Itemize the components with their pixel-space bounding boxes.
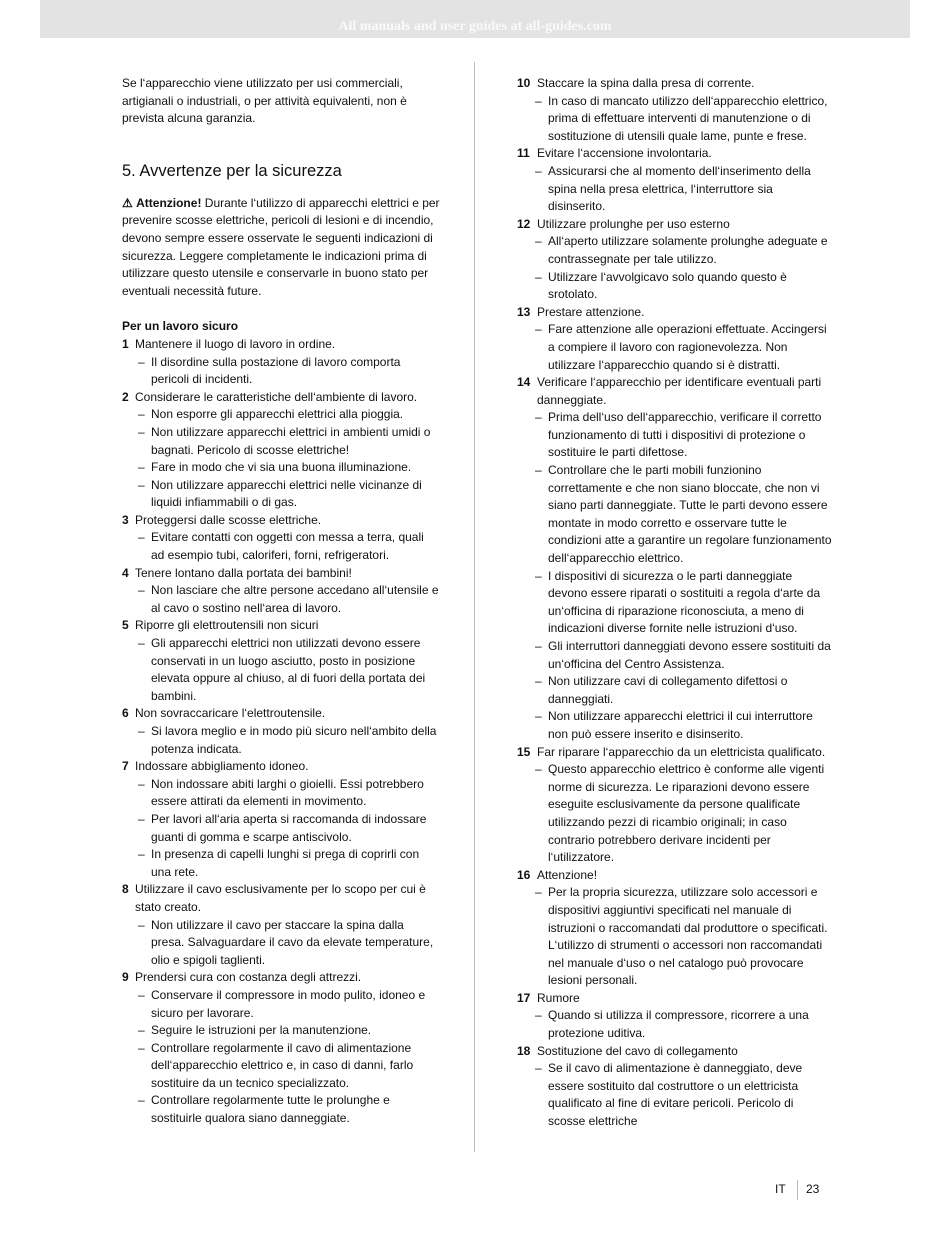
dash-marker: – — [138, 917, 145, 932]
dash-marker: – — [535, 93, 542, 108]
dash-marker: – — [138, 354, 145, 369]
item-number: 14 — [517, 375, 531, 390]
bullet-text: Quando si utilizza il compressore, ricorrere a una protezione uditiva. — [548, 1008, 809, 1041]
dash-marker: – — [138, 1093, 145, 1108]
bullet-text: Non utilizzare il cavo per staccare la spina dalla presa. Salvaguardare il cavo da elevate temperature, olio e spigoli taglienti. — [151, 917, 434, 967]
bullet-item — [122, 406, 440, 424]
dash-marker: – — [138, 530, 145, 545]
item-number: 18 — [517, 1043, 531, 1058]
item-number: 9 — [122, 970, 129, 985]
bullet-text: Per la propria sicurezza, utilizzare solo accessori e dispositivi aggiuntivi specificati nel manuale di istruzioni o raccomandati dal produttore o specificati. L‘utilizzo di strumenti o accessori non raccomandati nel manuale d‘uso o nel catalogo può provocare lesioni personali. — [548, 885, 828, 988]
bullet-item — [517, 321, 833, 374]
dash-marker: – — [138, 776, 145, 791]
item-number: 6 — [122, 706, 129, 721]
bullet-text: Se il cavo di alimentazione è danneggiato, deve essere sostituito dal costruttore o un elettricista qualificato al fine di evitare pericoli. Pericolo di scosse elettriche — [548, 1061, 803, 1129]
bullet-item — [517, 708, 833, 743]
dash-marker: – — [138, 407, 145, 422]
language-code: IT — [775, 1182, 786, 1196]
dash-marker: – — [138, 636, 145, 651]
list-item — [517, 1043, 833, 1061]
dash-marker: – — [535, 1008, 542, 1023]
dash-marker: – — [535, 639, 542, 653]
dash-marker: – — [138, 811, 145, 826]
item-title: Riporre gli elettroutensili non sicuri — [135, 618, 319, 633]
bullet-text: I dispositivi di sicurezza o le parti danneggiate devono essere riparati o sostituiti a regola d‘arte da un‘officina di riparazione riconosciuta, a meno di indicazioni diverse fornite nelle istruzioni d‘uso. — [548, 568, 821, 636]
column-divider — [474, 62, 475, 1152]
bullet-text: Per lavori all‘aria aperta si raccomanda di indossare guanti di gomma e scarpe antiscivolo. — [151, 811, 427, 844]
list-item — [517, 744, 833, 762]
dash-marker: – — [535, 463, 542, 478]
bullet-text: Fare in modo che vi sia una buona illuminazione. — [151, 460, 412, 475]
bullet-item — [517, 462, 833, 568]
dash-marker: – — [535, 1061, 542, 1076]
list-item — [122, 881, 440, 916]
list-item — [122, 336, 440, 354]
item-number: 11 — [517, 146, 530, 161]
bullet-item — [122, 723, 440, 758]
item-title: Utilizzare prolunghe per uso esterno — [537, 216, 730, 231]
item-number: 8 — [122, 882, 129, 897]
bullet-text: Seguire le istruzioni per la manutenzione. — [151, 1023, 372, 1038]
list-item — [122, 565, 440, 583]
bullet-text: Il disordine sulla postazione di lavoro comporta pericoli di incidenti. — [151, 354, 401, 387]
bullet-item — [517, 93, 833, 146]
bullet-text: Controllare che le parti mobili funzionino correttamente e che non siano bloccate, che non vi siano parti danneggiate. Tutte le parti devono essere montate in modo corretto e osservare tutte le condizioni atte a garantire un regolare funzionamento dell‘apparecchio elettrico. — [548, 463, 832, 566]
list-item — [122, 969, 440, 987]
bullet-text: Controllare regolarmente tutte le prolunghe e sostituirle qualora siano danneggiate. — [151, 1093, 390, 1126]
item-title: Prendersi cura con costanza degli attrezzi. — [135, 970, 362, 985]
bullet-text: Evitare contatti con oggetti con messa a terra, quali ad esempio tubi, caloriferi, forni, refrigeratori. — [151, 530, 424, 563]
item-number: 16 — [517, 867, 531, 882]
list-item — [517, 304, 833, 322]
item-title: Rumore — [537, 990, 580, 1005]
item-number: 13 — [517, 304, 531, 319]
bullet-text: All‘aperto utilizzare solamente prolunghe adeguate e contrassegnate per tale utilizzo. — [548, 234, 828, 266]
bullet-text: Non utilizzare apparecchi elettrici nelle vicinanze di liquidi infiammabili o di gas. — [151, 477, 422, 510]
bullet-text: In caso di mancato utilizzo dell‘apparecchio elettrico, prima di effettuare interventi di manutenzione o di sostituzione di utensili quale lame, punte e frese. — [548, 93, 828, 143]
bullet-item — [517, 673, 833, 708]
bullet-item — [122, 811, 440, 846]
watermark-banner — [40, 0, 910, 38]
item-title: Staccare la spina dalla presa di corrente. — [537, 76, 755, 90]
item-number: 12 — [517, 216, 531, 231]
bullet-item — [122, 635, 440, 705]
left-column — [122, 75, 440, 1128]
item-title: Attenzione! — [537, 867, 598, 882]
list-item — [122, 617, 440, 635]
bullet-text: Non lasciare che altre persone accedano all‘utensile e al cavo o sostino nell‘area di lavoro. — [151, 583, 439, 615]
dash-marker: – — [138, 1023, 145, 1038]
item-number: 4 — [122, 565, 129, 580]
bullet-text: In presenza di capelli lunghi si prega di coprirli con una rete. — [151, 847, 420, 879]
bullet-item — [517, 568, 833, 638]
dash-marker: – — [535, 410, 542, 425]
item-number: 2 — [122, 389, 129, 404]
bullet-item — [122, 1040, 440, 1093]
item-number: 3 — [122, 512, 129, 527]
warning-icon: ⚠ — [122, 195, 133, 210]
item-title: Considerare le caratteristiche dell‘ambiente di lavoro. — [135, 389, 418, 404]
item-number: 10 — [517, 76, 531, 90]
bullet-item — [122, 846, 440, 881]
dash-marker: – — [535, 163, 542, 178]
dash-marker: – — [535, 322, 542, 337]
list-item — [517, 216, 833, 234]
item-title: Evitare l‘accensione involontaria. — [537, 146, 712, 161]
safety-list-right — [517, 75, 833, 1131]
bullet-text: Non esporre gli apparecchi elettrici alla pioggia. — [151, 407, 404, 422]
bullet-item — [122, 424, 440, 459]
footer-separator — [797, 1180, 798, 1200]
warning-paragraph — [122, 195, 440, 301]
bullet-text: Controllare regolarmente il cavo di alimentazione dell‘apparecchio elettrico e, in caso di danni, farlo sostituire da un tecnico specializzato. — [151, 1040, 414, 1090]
bullet-text: Fare attenzione alle operazioni effettuate. Accingersi a compiere il lavoro con ragionevolezza. Non utilizzare l‘apparecchio quando si è distratti. — [548, 322, 827, 372]
item-title: Indossare abbigliamento idoneo. — [135, 759, 309, 774]
intro-paragraph: Se l‘apparecchio viene utilizzato per usi commerciali, artigianali o industriali, o per attività equivalenti, non è prevista alcuna garanzia. — [122, 76, 407, 126]
dash-marker: – — [535, 885, 542, 900]
bullet-item — [122, 776, 440, 811]
dash-marker: – — [138, 987, 145, 1002]
dash-marker: – — [535, 234, 542, 249]
dash-marker: – — [138, 847, 145, 862]
bullet-item — [517, 884, 833, 990]
bullet-item — [122, 459, 440, 477]
item-title: Utilizzare il cavo esclusivamente per lo scopo per cui è stato creato. — [135, 882, 426, 914]
bullet-item — [517, 638, 833, 673]
dash-marker: – — [535, 709, 542, 724]
bullet-text: Gli apparecchi elettrici non utilizzati devono essere conservati in un luogo asciutto, posto in posizione elevata oppure al chiuso, al di fuori della portata dei bambini. — [151, 636, 426, 703]
bullet-item — [122, 582, 440, 617]
bullet-item — [517, 1007, 833, 1042]
subheading: Per un lavoro sicuro — [122, 319, 239, 334]
dash-marker: – — [138, 724, 145, 738]
bullet-text: Assicurarsi che al momento dell‘inserimento della spina nella presa elettrica, l‘interruttore sia disinserito. — [548, 163, 811, 214]
bullet-item — [122, 987, 440, 1022]
bullet-item — [122, 354, 440, 389]
bullet-item — [517, 1060, 833, 1130]
bullet-text: Gli interruttori danneggiati devono essere sostituiti da un‘officina del Centro Assistenza. — [548, 639, 831, 671]
bullet-text: Questo apparecchio elettrico è conforme alle vigenti norme di sicurezza. Le riparazioni devono essere eseguite esclusivamente da persone qualificate utilizzando pezzi di ricambio originali; in caso contrario potrebbero derivare incidenti per l‘utilizzatore. — [548, 762, 825, 865]
warning-text: Durante l‘utilizzo di apparecchi elettrici e per prevenire scosse elettriche, pericoli di lesioni e di incendio, devono sempre essere osservate le seguenti indicazioni di sicurezza. Leggere completamente le indicazioni prima di utilizzare questo utensile e conservarle in buono stato per eventuali necessità future. — [122, 195, 440, 298]
bullet-item — [122, 1092, 440, 1127]
bullet-text: Non indossare abiti larghi o gioielli. Essi potrebbero essere attirati da elementi in movimento. — [151, 776, 424, 809]
right-column — [517, 75, 833, 1131]
dash-marker: – — [535, 269, 542, 284]
item-title: Sostituzione del cavo di collegamento — [537, 1043, 738, 1058]
bullet-text: Non utilizzare cavi di collegamento difettosi o danneggiati. — [548, 674, 788, 706]
item-number: 17 — [517, 990, 531, 1005]
warning-label: Attenzione! — [136, 195, 202, 210]
dash-marker: – — [138, 477, 145, 492]
list-item — [517, 374, 833, 409]
bullet-item — [122, 477, 440, 512]
bullet-item — [122, 529, 440, 564]
list-item — [517, 990, 833, 1008]
bullet-text: Non utilizzare apparecchi elettrici in ambienti umidi o bagnati. Pericolo di scosse elettriche! — [151, 424, 431, 457]
bullet-text: Utilizzare l‘avvolgicavo solo quando questo è srotolato. — [548, 269, 787, 302]
item-title: Far riparare l‘apparecchio da un elettricista qualificato. — [537, 744, 826, 759]
dash-marker: – — [138, 424, 145, 439]
bullet-item — [517, 409, 833, 462]
bullet-item — [122, 917, 440, 970]
list-item — [517, 145, 833, 163]
bullet-item — [517, 269, 833, 304]
item-title: Prestare attenzione. — [537, 304, 645, 319]
dash-marker: – — [535, 674, 542, 689]
dash-marker: – — [138, 460, 145, 475]
item-title: Non sovraccaricare l‘elettroutensile. — [135, 706, 326, 721]
bullet-item — [517, 163, 833, 216]
dash-marker: – — [138, 1040, 145, 1055]
item-number: 7 — [122, 759, 129, 774]
watermark-text: All manuals and user guides at all-guides.com — [338, 19, 612, 34]
safety-list-left — [122, 336, 440, 1128]
item-number: 5 — [122, 618, 129, 633]
list-item — [122, 389, 440, 407]
list-item — [122, 758, 440, 776]
dash-marker: – — [138, 583, 145, 598]
item-number: 1 — [122, 336, 129, 351]
item-title: Proteggersi dalle scosse elettriche. — [135, 512, 322, 527]
dash-marker: – — [535, 762, 542, 777]
bullet-item — [122, 1022, 440, 1040]
list-item — [122, 512, 440, 530]
item-title: Verificare l‘apparecchio per identificare eventuali parti danneggiate. — [537, 375, 822, 407]
bullet-text: Conservare il compressore in modo pulito, idoneo e sicuro per lavorare. — [151, 987, 426, 1020]
bullet-text: Non utilizzare apparecchi elettrici il cui interruttore non può essere inserito e disinserito. — [548, 709, 813, 741]
bullet-text: Prima dell‘uso dell‘apparecchio, verificare il corretto funzionamento di tutti i dispositivi di protezione o sostituire le parti difettose. — [548, 410, 822, 460]
bullet-item — [517, 233, 833, 268]
bullet-text: Si lavora meglio e in modo più sicuro nell‘ambito della potenza indicata. — [151, 724, 437, 756]
dash-marker: – — [535, 568, 542, 583]
list-item — [122, 705, 440, 723]
item-number: 15 — [517, 744, 531, 759]
list-item — [517, 75, 833, 93]
section-title: 5. Avvertenze per la sicurezza — [122, 161, 342, 180]
item-title: Tenere lontano dalla portata dei bambini! — [135, 565, 352, 580]
bullet-item — [517, 761, 833, 867]
item-title: Mantenere il luogo di lavoro in ordine. — [135, 336, 336, 351]
list-item — [517, 867, 833, 885]
page-number: 23 — [806, 1182, 820, 1196]
